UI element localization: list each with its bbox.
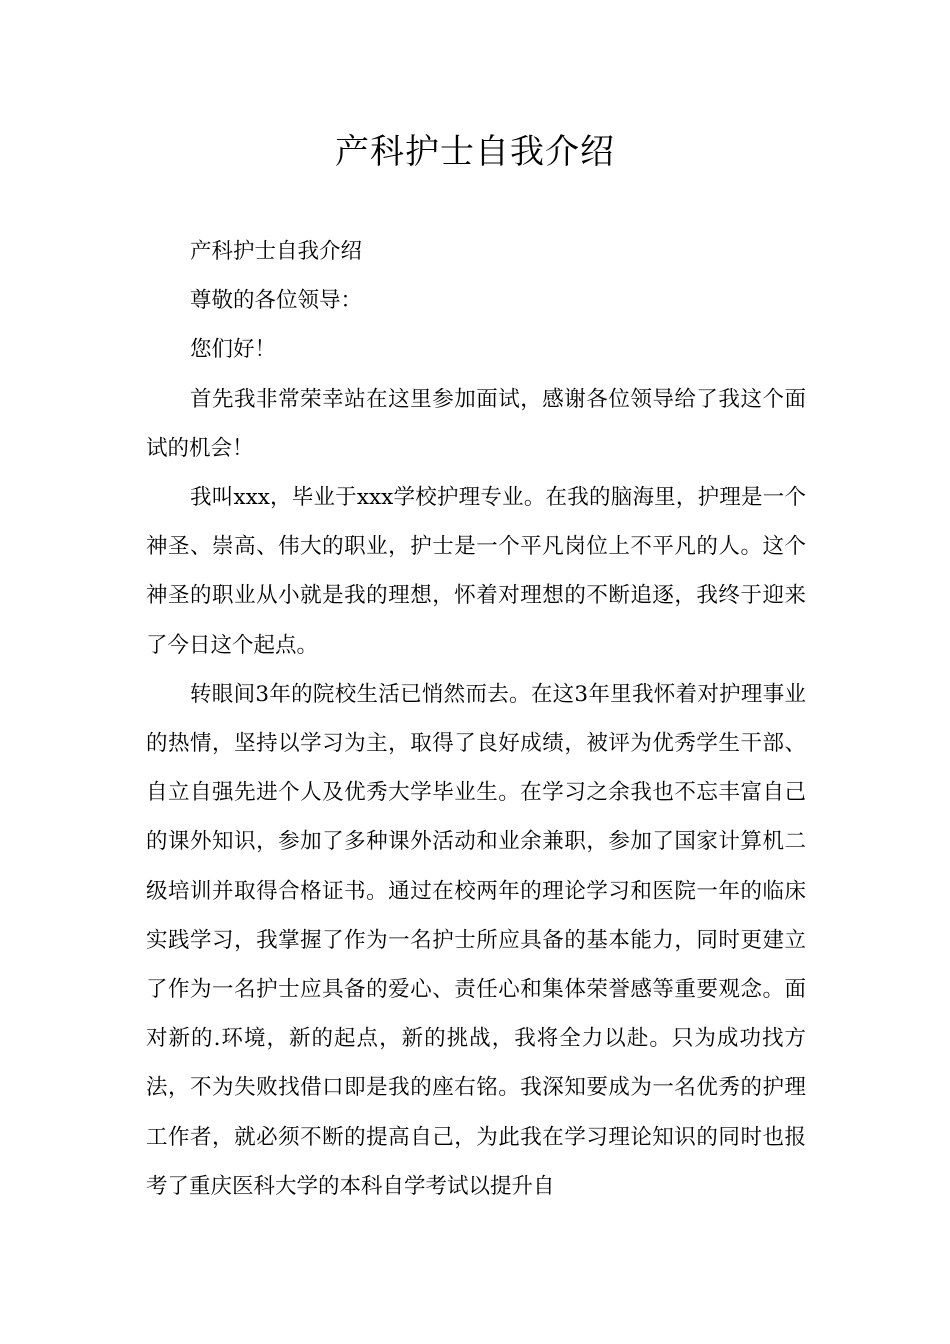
document-body — [146, 227, 806, 1211]
paragraph-greeting: 您们好！ — [190, 337, 277, 363]
paragraph-experience: 转眼间3年的院校生活已悄然而去。在这3年里我怀着对护理事业的热情，坚持以学习为主，取得了良好成绩，被评为优秀学生干部、自立自强先进个人及优秀大学毕业生。在学习之余我也不忘丰富自己的课外知识，参加了多种课外活动和业余兼职，参加了国家计算机二级培训并取得合格证书。通过在校两年的理论学习和医院一年的临床实践学习，我掌握了作为一名护士所应具备的基本能力，同时更建立了作为一名护士应具备的爱心、责任心和集体荣誉感等重要观念。面对新的.环境，新的起点，新的挑战，我将全力以赴。只为成功找方法，不为失败找借口即是我的座右铭。我深知要成为一名优秀的护理工作者，就必须不断的提高自己，为此我在学习理论知识的同时也报考了重庆医科大学的本科自学考试以提升自 — [146, 681, 806, 1199]
paragraph-salutation: 尊敬的各位领导： — [190, 288, 363, 314]
paragraph-introduction: 我叫xxx，毕业于xxx学校护理专业。在我的脑海里，护理是一个神圣、崇高、伟大的职业，护士是一个平凡岗位上不平凡的人。这个神圣的职业从小就是我的理想，怀着对理想的不断追逐，我终于迎来了今日这个起点。 — [146, 485, 806, 658]
paragraph-opening: 首先我非常荣幸站在这里参加面试，感谢各位领导给了我这个面试的机会！ — [146, 386, 806, 461]
paragraph-heading: 产科护士自我介绍 — [190, 239, 363, 264]
document-title: 产科护士自我介绍 — [335, 132, 615, 172]
